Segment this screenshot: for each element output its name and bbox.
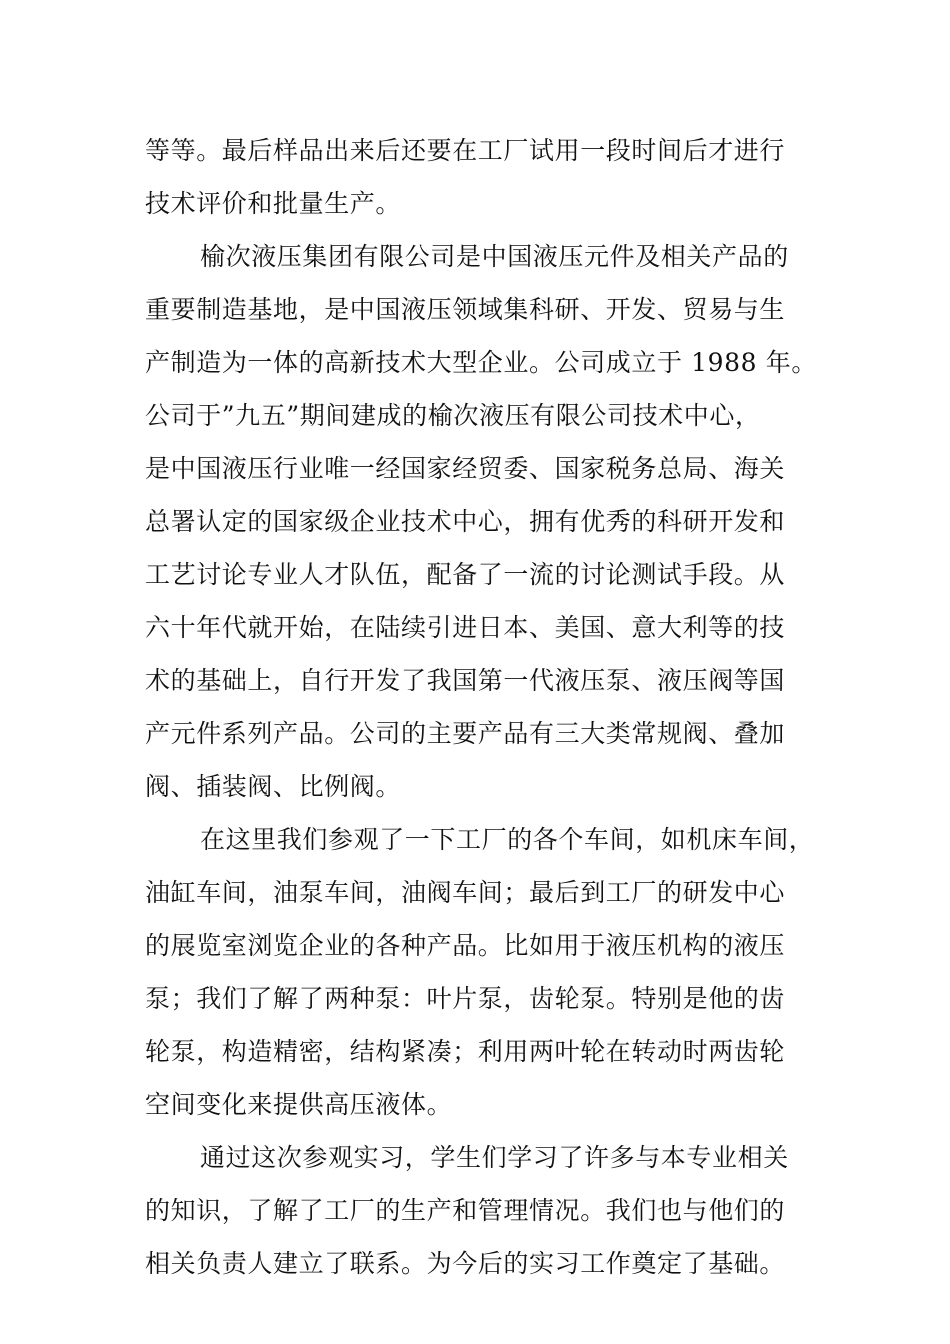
text-line: 公司于”九五”期间建成的榆次液压有限公司技术中心， xyxy=(145,401,761,430)
text-line: 产制造为一体的高新技术大型企业。公司成立于 1988 年。 xyxy=(145,348,817,377)
text-line: 阀、插装阀、比例阀。 xyxy=(145,772,402,801)
text-line: 六十年代就开始，在陆续引进日本、美国、意大利等的技 xyxy=(145,613,786,642)
document-body xyxy=(145,124,835,1290)
text-line: 榆次液压集团有限公司是中国液压元件及相关产品的 xyxy=(200,242,789,271)
paragraph-factory-visit xyxy=(145,813,835,1131)
text-line: 产元件系列产品。公司的主要产品有三大类常规阀、叠加 xyxy=(145,719,786,748)
text-line: 泵；我们了解了两种泵：叶片泵，齿轮泵。特别是他的齿 xyxy=(145,984,786,1013)
text-line: 在这里我们参观了一下工厂的各个车间，如机床车间， xyxy=(200,825,815,854)
text-line: 技术评价和批量生产。 xyxy=(145,189,402,218)
text-line: 油缸车间，油泵车间，油阀车间；最后到工厂的研发中心 xyxy=(145,878,786,907)
text-line: 的知识，了解了工厂的生产和管理情况。我们也与他们的 xyxy=(145,1196,786,1225)
text-line: 的展览室浏览企业的各种产品。比如用于液压机构的液压 xyxy=(145,931,786,960)
paragraph-continuation xyxy=(145,124,835,230)
text-line: 总署认定的国家级企业技术中心，拥有优秀的科研开发和 xyxy=(145,507,786,536)
paragraph-company-intro xyxy=(145,230,835,813)
text-line: 轮泵，构造精密，结构紧凑；利用两叶轮在转动时两齿轮 xyxy=(145,1037,786,1066)
text-line: 术的基础上，自行开发了我国第一代液压泵、液压阀等国 xyxy=(145,666,786,695)
text-line: 相关负责人建立了联系。为今后的实习工作奠定了基础。 xyxy=(145,1249,786,1278)
text-line: 空间变化来提供高压液体。 xyxy=(145,1090,453,1119)
text-line: 重要制造基地，是中国液压领域集科研、开发、贸易与生 xyxy=(145,295,786,324)
text-line: 工艺讨论专业人才队伍，配备了一流的讨论测试手段。从 xyxy=(145,560,786,589)
text-line: 通过这次参观实习，学生们学习了许多与本专业相关 xyxy=(200,1143,789,1172)
text-line: 是中国液压行业唯一经国家经贸委、国家税务总局、海关 xyxy=(145,454,786,483)
text-line: 等等。最后样品出来后还要在工厂试用一段时间后才进行 xyxy=(145,136,786,165)
paragraph-conclusion xyxy=(145,1131,835,1290)
